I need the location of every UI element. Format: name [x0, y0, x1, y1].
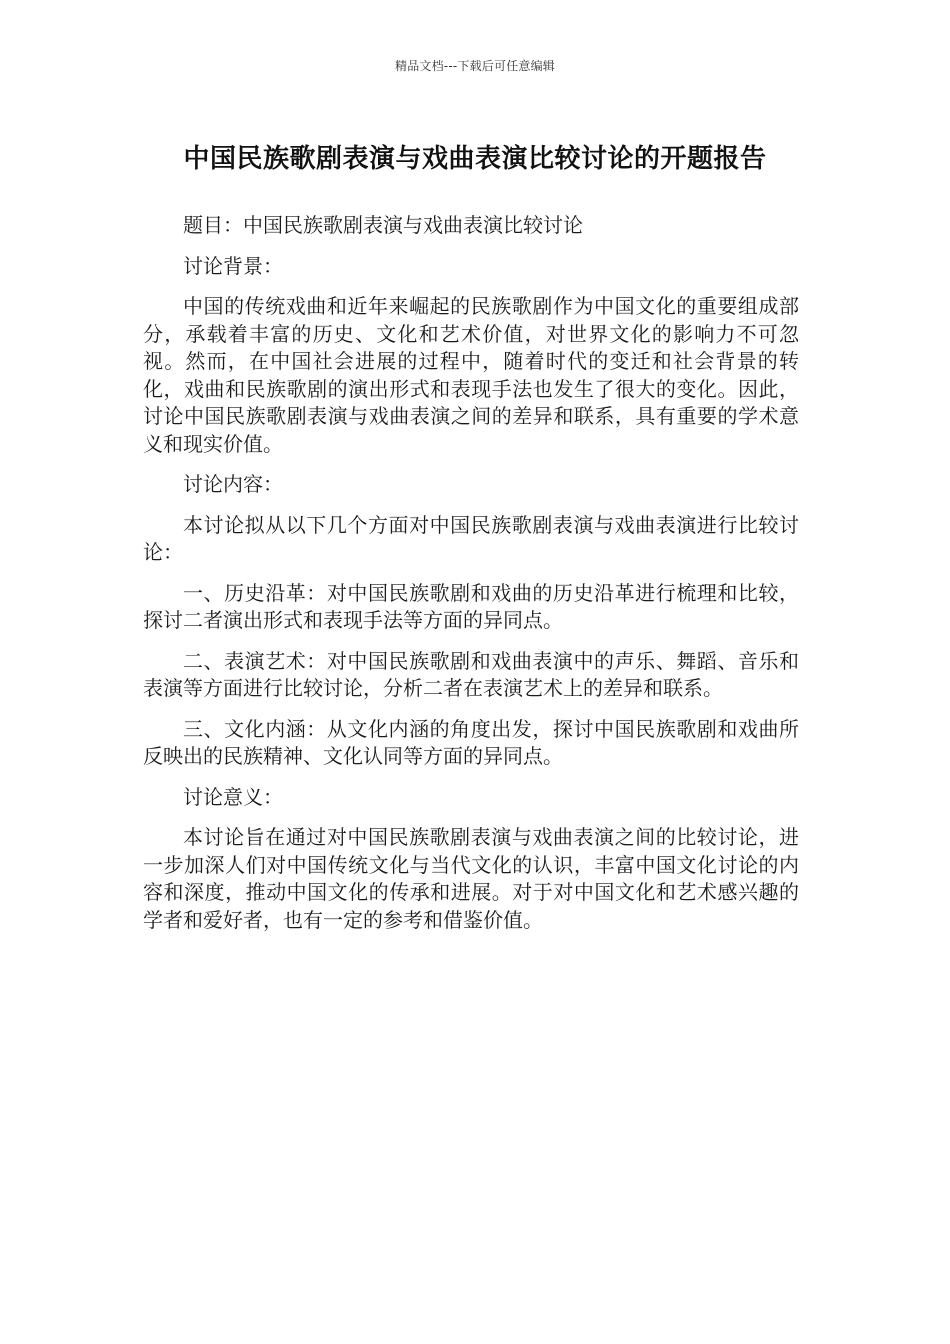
background-heading: 讨论背景：: [183, 253, 283, 278]
background-paragraph: 中国的传统戏曲和近年来崛起的民族歌剧作为中国文化的重要组成部分，承载着丰富的历史、文化和艺术价值，对世界文化的影响力不可忽视。然而，在中国社会进展的过程中，随着时代的变迁和社会背景的转化，戏曲和民族歌剧的演出形式和表现手法也发生了很大的变化。因此，讨论中国民族歌剧表演与戏曲表演之间的差异和联系，具有重要的学术意义和现实价值。: [143, 294, 799, 456]
topic-line: 题目：中国民族歌剧表演与戏曲表演比较讨论: [183, 213, 583, 237]
content-intro-paragraph: 本讨论拟从以下几个方面对中国民族歌剧表演与戏曲表演进行比较讨论：: [143, 512, 799, 564]
content-heading: 讨论内容：: [183, 472, 283, 496]
content-item-culture: 三、文化内涵：从文化内涵的角度出发，探讨中国民族歌剧和戏曲所反映出的民族精神、文化认同等方面的异同点。: [143, 716, 799, 768]
document-title: 中国民族歌剧表演与戏曲表演比较讨论的开题报告: [183, 144, 767, 174]
document-body: [143, 212, 799, 947]
content-item-performance: 二、表演艺术：对中国民族歌剧和戏曲表演中的声乐、舞蹈、音乐和表演等方面进行比较讨论，分析二者在表演艺术上的差异和联系。: [143, 648, 799, 700]
content-item-history: 一、历史沿革：对中国民族歌剧和戏曲的历史沿革进行梳理和比较，探讨二者演出形式和表现手法等方面的异同点。: [143, 580, 799, 632]
significance-heading: 讨论意义：: [183, 784, 283, 809]
header-note: 精品文档---下载后可任意编辑: [395, 59, 555, 73]
significance-paragraph: 本讨论旨在通过对中国民族歌剧表演与戏曲表演之间的比较讨论，进一步加深人们对中国传统文化与当代文化的认识，丰富中国文化讨论的内容和深度，推动中国文化的传承和进展。对于对中国文化和艺术感兴趣的学者和爱好者，也有一定的参考和借鉴价值。: [143, 825, 799, 932]
